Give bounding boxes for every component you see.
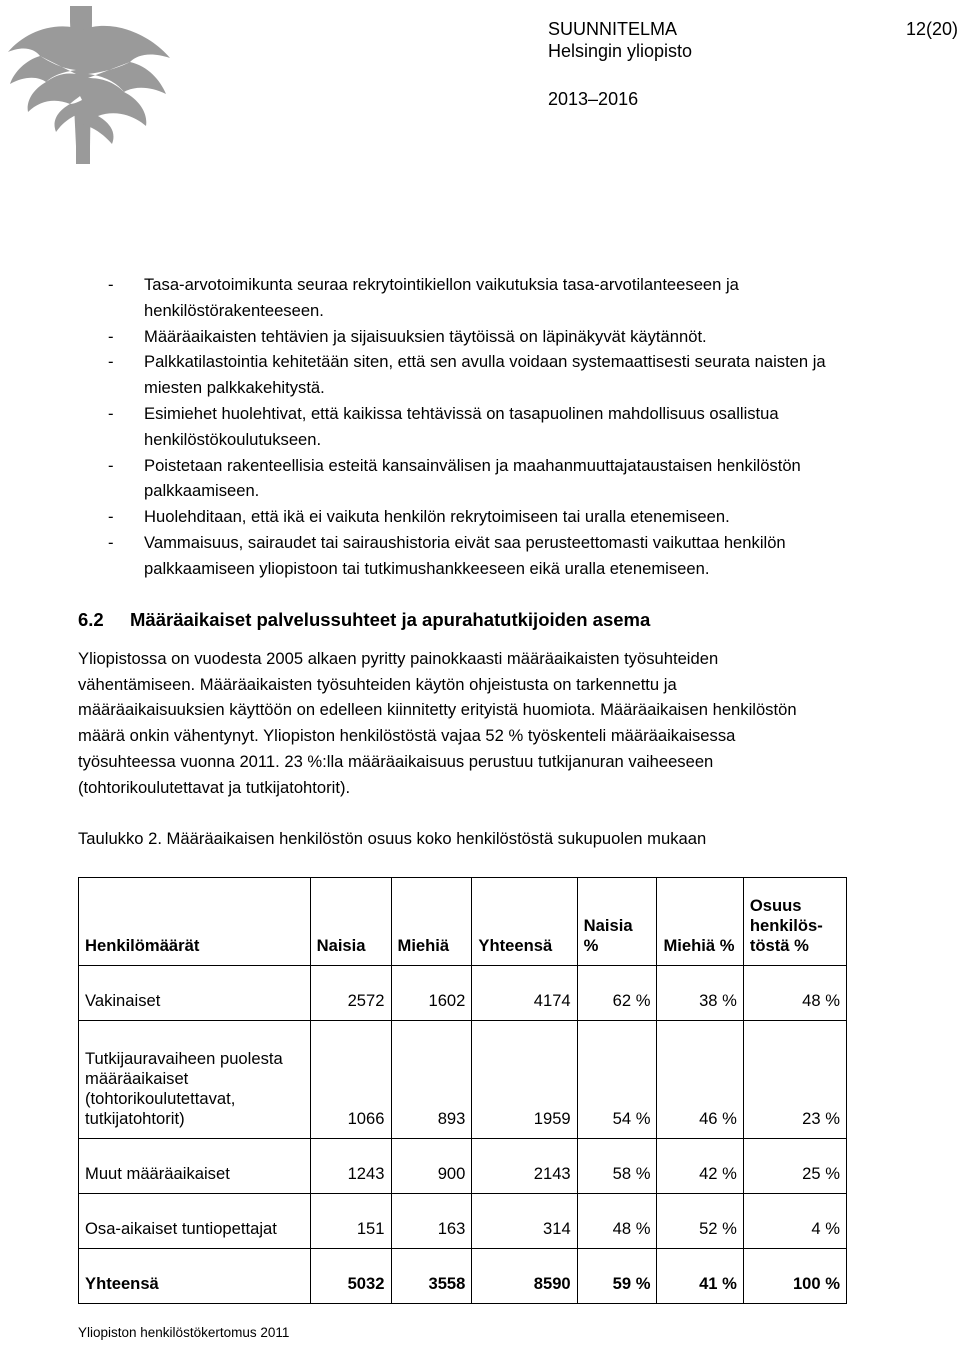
personnel-table (78, 877, 847, 1304)
table-cell: 1602 (391, 966, 472, 1021)
column-header: Yhteensä (472, 878, 577, 966)
row-label: Tutkijauravaiheen puolesta määräaikaiset (tohtorikoulutettavat, tutkijatohtorit) (79, 1021, 311, 1139)
table-total-row (79, 1249, 847, 1304)
column-header: Osuus henkilös-töstä % (743, 878, 846, 966)
list-item (108, 504, 868, 530)
table-cell: 1243 (310, 1139, 391, 1194)
organization-name: Helsingin yliopisto (548, 41, 693, 61)
row-label: Osa-aikaiset tuntiopettajat (79, 1194, 311, 1249)
table-row (79, 1021, 847, 1139)
list-item (108, 349, 868, 401)
table-source: Yliopiston henkilöstökertomus 2011 (78, 1325, 290, 1340)
plan-years: 2013–2016 (548, 89, 639, 109)
list-item (108, 453, 868, 505)
table-cell: 3558 (391, 1249, 472, 1304)
table-caption: Taulukko 2. Määräaikaisen henkilöstön osuus koko henkilöstöstä sukupuolen mukaan (78, 829, 707, 848)
measures-list (108, 272, 868, 582)
table-cell: 4 % (743, 1194, 846, 1249)
list-dash: - (108, 275, 114, 294)
table-cell: 59 % (577, 1249, 657, 1304)
list-item-text: Poistetaan rakenteellisia esteitä kansainvälisen ja maahanmuuttajataustaisen henkilöstön palkkaamiseen. (144, 455, 801, 501)
list-item (108, 530, 868, 582)
list-item (108, 272, 868, 324)
table-cell: 48 % (577, 1194, 657, 1249)
table-cell: 900 (391, 1139, 472, 1194)
list-item-text: Huolehditaan, että ikä ei vaikuta henkilön rekrytoimiseen tai uralla etenemiseen. (144, 507, 730, 527)
table-cell: 2143 (472, 1139, 577, 1194)
row-label: Vakinaiset (79, 966, 311, 1021)
list-dash: - (108, 507, 114, 527)
list-item-text: Tasa-arvotoimikunta seuraa rekrytointikiellon vaikutuksia tasa-arvotilanteeseen ja henkilöstörakenteeseen. (144, 275, 739, 320)
table-cell: 163 (391, 1194, 472, 1249)
body-paragraph: Yliopistossa on vuodesta 2005 alkaen pyritty painokkaasti määräaikaisten työsuhteiden vähentämiseen. Määräaikaisten työsuhteiden käytön ohjeistusta on tarkennettu ja määräaikaisuuksien käyttöön on edelleen kiinnitetty erityistä huomiota. Määräaikaisen henkilöstön määrä onkin vähentynyt. Yliopiston henkilöstöstä vajaa 52 % työskenteli määräaikaisessa työsuhteessa vuonna 2011. 23 %:lla määräaikaisuus perustuu tutkijanuran vaiheeseen (tohtorikoulutettavat ja tutkijatohtorit). (78, 649, 797, 797)
table-header-row (79, 878, 847, 966)
list-item (108, 324, 868, 350)
table-cell: 38 % (657, 966, 743, 1021)
table-cell: 48 % (743, 966, 846, 1021)
table-cell: 151 (310, 1194, 391, 1249)
list-item-text: Palkkatilastointia kehitetään siten, että sen avulla voidaan systemaattisesti seurata naisten ja miesten palkkakehitystä. (144, 352, 826, 398)
list-dash: - (108, 455, 114, 475)
section-number: 6.2 (78, 609, 104, 630)
table-cell: 23 % (743, 1021, 846, 1139)
column-header: Miehiä % (657, 878, 743, 966)
list-dash: - (108, 352, 114, 372)
table-cell: 8590 (472, 1249, 577, 1304)
list-dash: - (108, 403, 114, 423)
table-cell: 41 % (657, 1249, 743, 1304)
table-cell: 54 % (577, 1021, 657, 1139)
column-header: Naisia % (577, 878, 657, 966)
row-label: Muut määräaikaiset (79, 1139, 311, 1194)
table-row (79, 1194, 847, 1249)
list-dash: - (108, 326, 114, 346)
table-cell: 4174 (472, 966, 577, 1021)
table-cell: 5032 (310, 1249, 391, 1304)
list-item-text: Vammaisuus, sairaudet tai sairaushistoria eivät saa perusteettomasti vaikuttaa henkilön palkkaamiseen yliopistoon tai tutkimushankkeeseen eikä uralla etenemiseen. (144, 532, 786, 578)
table-cell: 46 % (657, 1021, 743, 1139)
table-cell: 58 % (577, 1139, 657, 1194)
table-cell: 42 % (657, 1139, 743, 1194)
table-cell: 1066 (310, 1021, 391, 1139)
table-cell: 100 % (743, 1249, 846, 1304)
section-title: Määräaikaiset palvelussuhteet ja apurahatutkijoiden asema (130, 609, 651, 630)
page-number: 12(20) (905, 19, 958, 39)
list-item-text: Esimiehet huolehtivat, että kaikissa tehtävissä on tasapuolinen mahdollisuus osallistua henkilöstökoulutukseen. (144, 403, 779, 449)
table-cell: 893 (391, 1021, 472, 1139)
table-cell: 25 % (743, 1139, 846, 1194)
column-header: Henkilömäärät (79, 878, 311, 966)
table-cell: 62 % (577, 966, 657, 1021)
table-cell: 314 (472, 1194, 577, 1249)
row-label: Yhteensä (79, 1249, 311, 1304)
column-header: Miehiä (391, 878, 472, 966)
section-heading (78, 607, 650, 633)
table-cell: 2572 (310, 966, 391, 1021)
table-row (79, 1139, 847, 1194)
table-row (79, 966, 847, 1021)
list-item (108, 401, 868, 453)
table-cell: 52 % (657, 1194, 743, 1249)
university-logo-icon (0, 0, 175, 170)
column-header: Naisia (310, 878, 391, 966)
list-item-text: Määräaikaisten tehtävien ja sijaisuuksien täytöissä on läpinäkyvät käytännöt. (144, 326, 707, 346)
table-cell: 1959 (472, 1021, 577, 1139)
list-dash: - (108, 532, 114, 552)
document-type: SUUNNITELMA (548, 19, 678, 39)
